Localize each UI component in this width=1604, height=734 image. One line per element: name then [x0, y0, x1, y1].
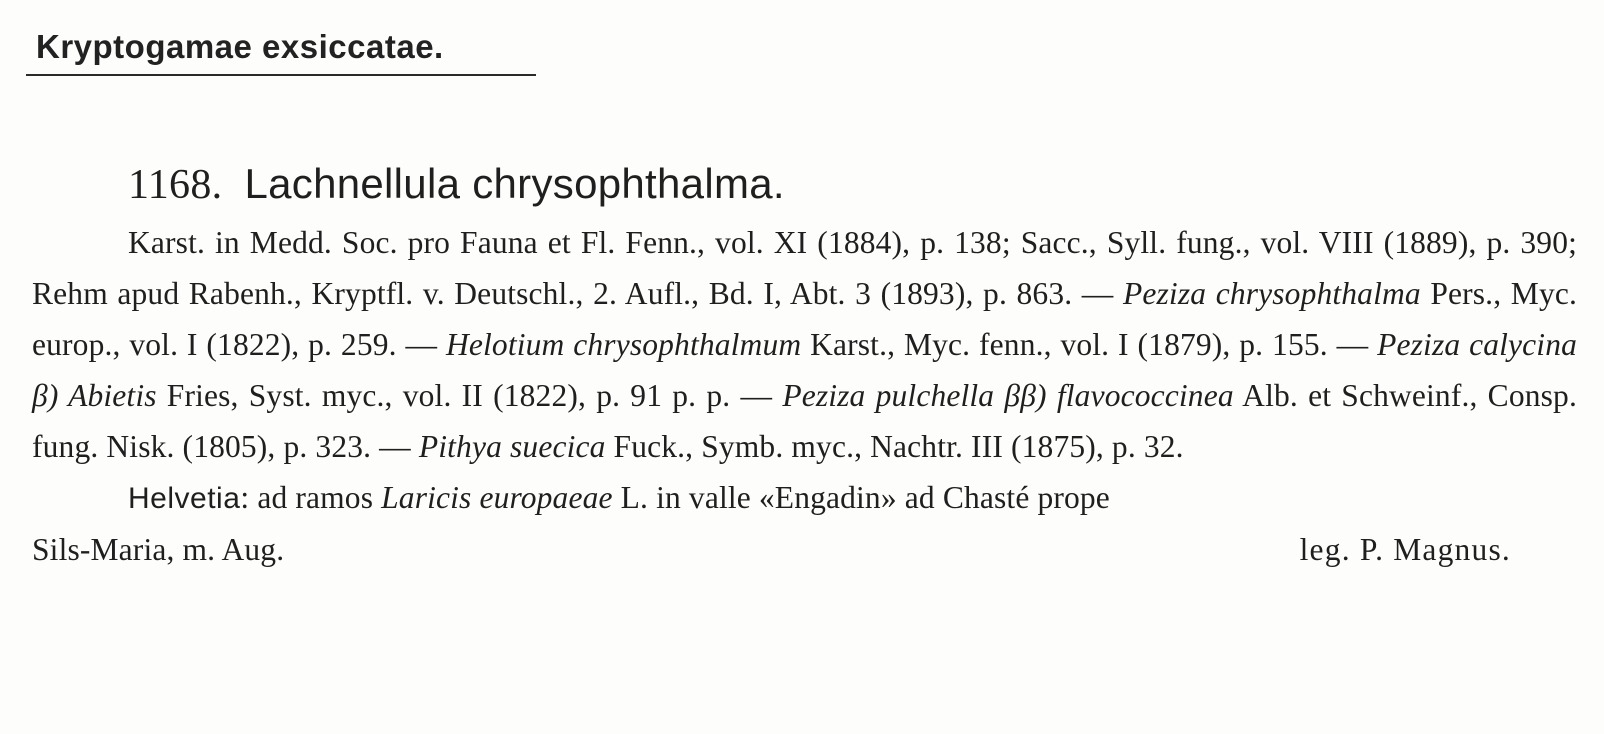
entry-heading	[128, 160, 1577, 209]
taxon-name-italic: Helotium chrysophthalmum	[445, 327, 802, 362]
locality-text-before: : ad ramos	[240, 480, 382, 515]
host-name: Laricis europaeae	[381, 480, 613, 515]
taxon-name-italic: Peziza calycina β) Abietis	[32, 327, 1577, 413]
synonymy-paragraph	[32, 217, 1577, 472]
citation-text: Karst., Myc. fenn., vol. I (1879), p. 155. —	[801, 327, 1378, 362]
taxon-name-italic: Peziza pulchella ββ) flavococcinea	[782, 378, 1234, 413]
citation-text: Alb. et Schweinf., Consp. fung. Nisk. (1805), p. 323. —	[32, 378, 1577, 464]
taxon-name-italic: Peziza chrysophthalma	[1123, 276, 1421, 311]
species-name: Lachnellula chrysophthalma.	[244, 160, 785, 207]
locality-country: Helvetia	[128, 482, 241, 515]
locality-place-date: Sils-Maria, m. Aug.	[32, 532, 285, 567]
citation-text: Karst. in Medd. Soc. pro Fauna et Fl. Fenn., vol. XI (1884), p. 138; Sacc., Syll. fung., vol. VIII (1889), p. 390; Rehm apud Rabenh., Kryptfl. v. Deutschl., 2. Aufl., Bd. I, Abt. 3 (1893), p. 863. —	[32, 225, 1577, 311]
entry-number: 1168.	[128, 162, 223, 208]
citation-text: Fuck., Symb. myc., Nachtr. III (1875), p. 32.	[605, 429, 1184, 464]
locality-text-after: L. in valle «Engadin» ad Chasté prope	[612, 480, 1110, 515]
locality-last-line	[32, 524, 1577, 575]
series-header	[26, 28, 536, 76]
taxon-name-italic: Pithya suecica	[418, 429, 606, 464]
citation-text: Fries, Syst. myc., vol. II (1822), p. 91 p. p. —	[156, 378, 783, 413]
collector: leg. P. Magnus.	[1299, 532, 1511, 567]
citation-text: Pers., Myc. europ., vol. I (1822), p. 259. —	[32, 276, 1577, 362]
locality-paragraph	[32, 472, 1577, 524]
series-title: Kryptogamae exsiccatae.	[36, 28, 444, 65]
specimen-entry	[32, 160, 1577, 575]
